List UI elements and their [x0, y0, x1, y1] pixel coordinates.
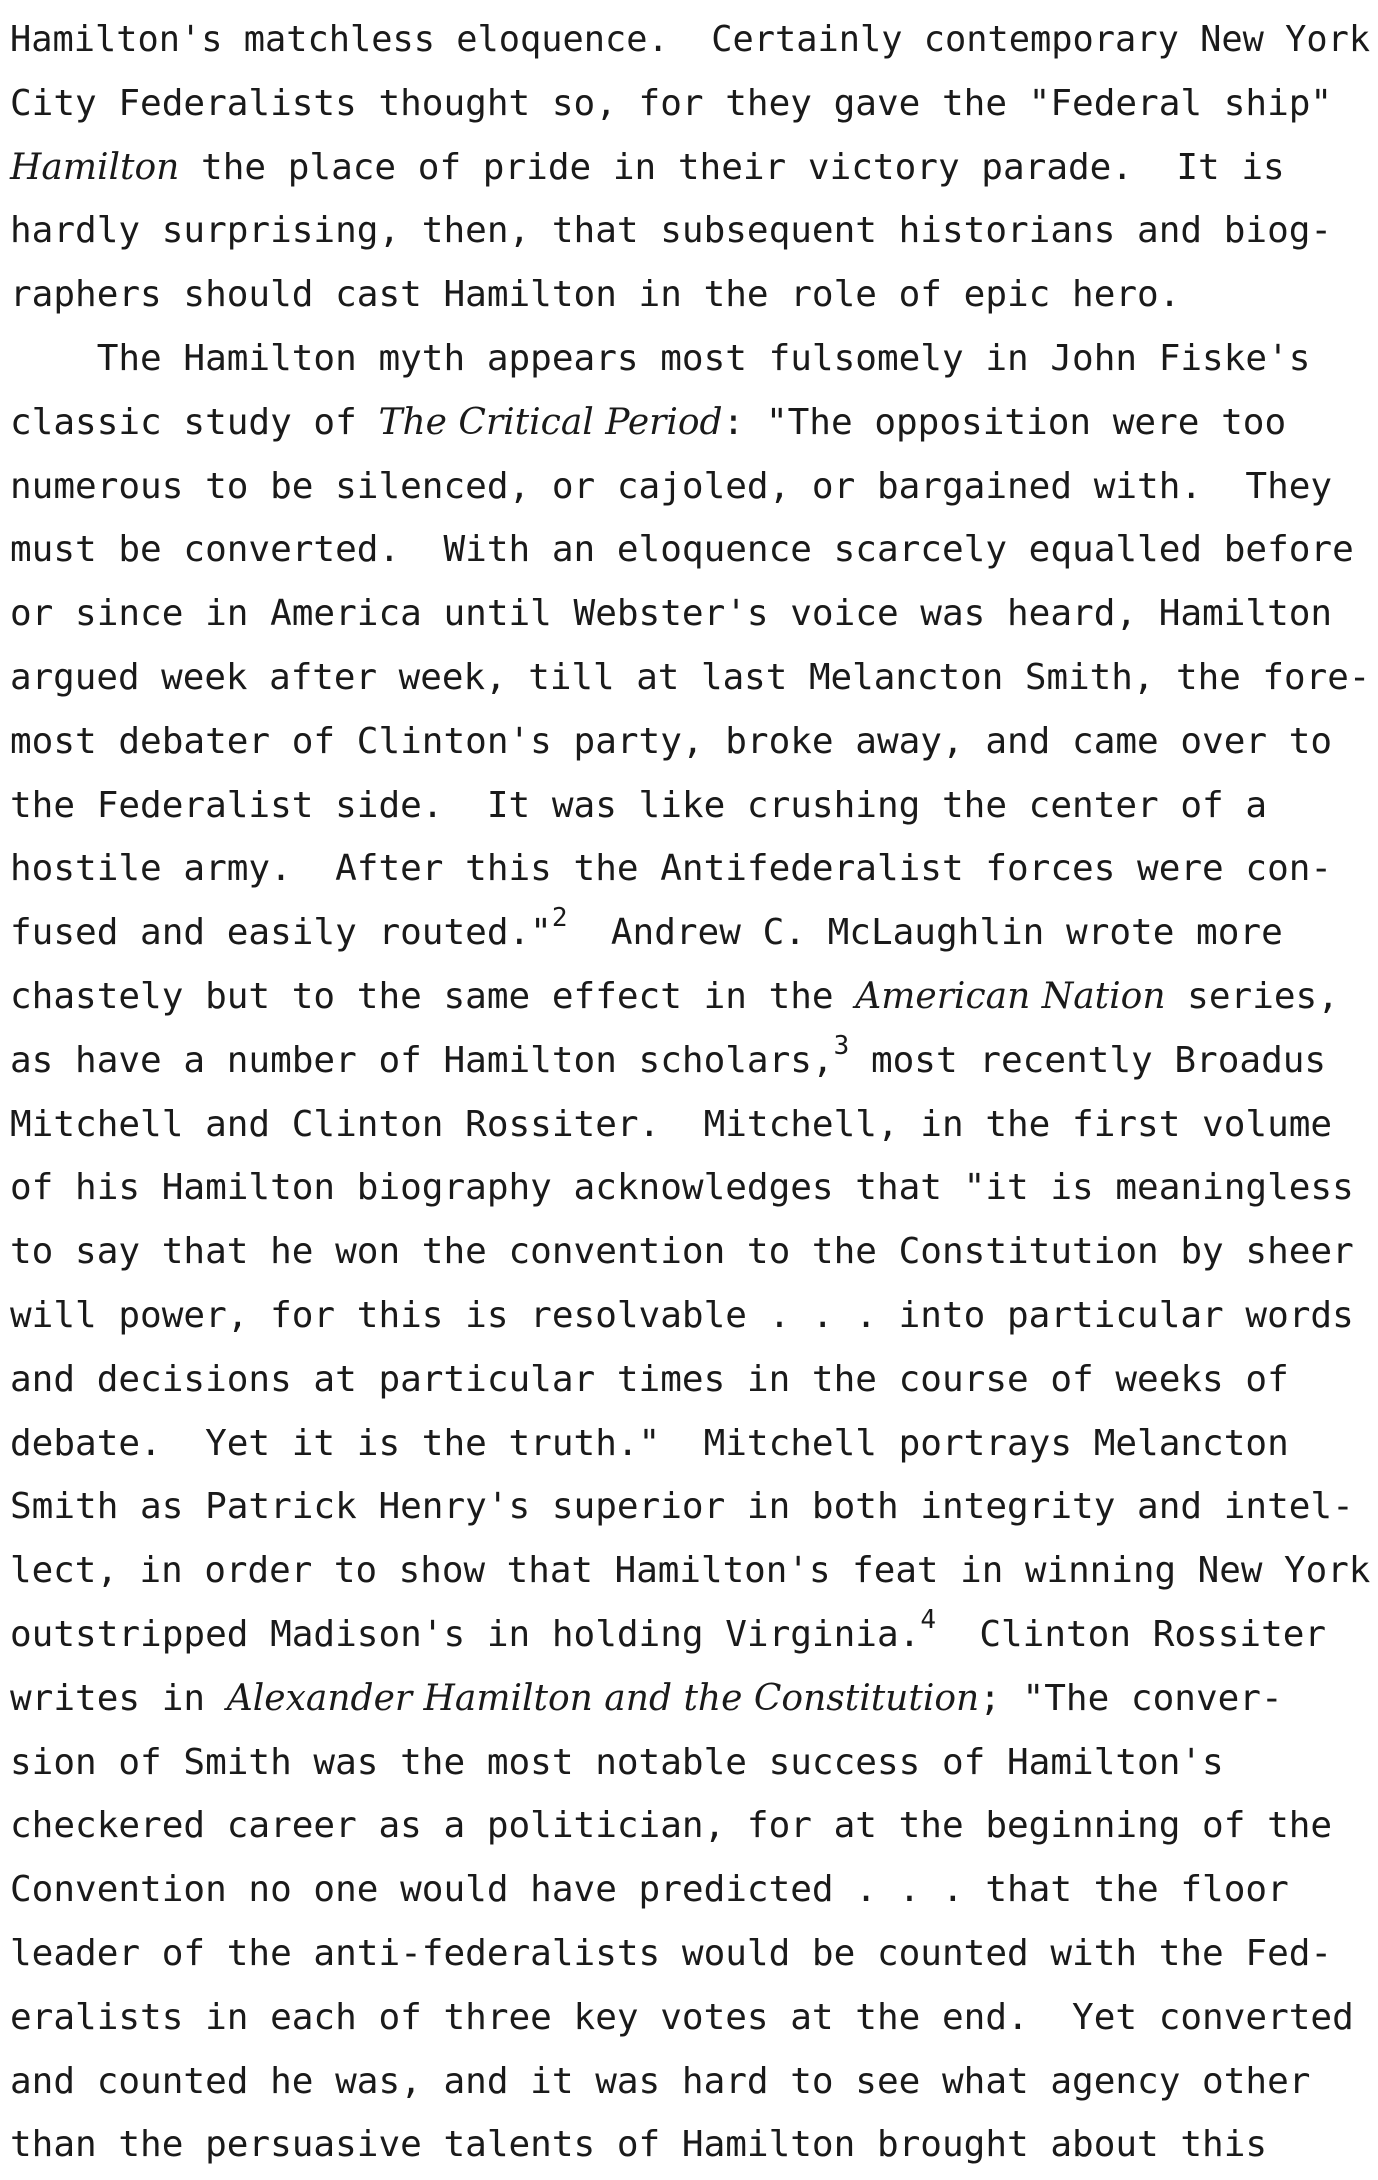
- text-line: [10, 72, 1370, 136]
- text-line: [10, 582, 1370, 646]
- document-page: [10, 8, 1370, 2177]
- text-segment: series,: [1165, 975, 1339, 1017]
- text-segment: must be converted. With an eloquence scarcely equalled before: [10, 529, 1354, 571]
- text-line: [10, 1156, 1370, 1220]
- italic-title: Hamilton: [10, 146, 180, 188]
- text-line: [10, 1348, 1370, 1412]
- text-line: [10, 518, 1370, 582]
- text-segment: most debater of Clinton's party, broke away, and came over to: [10, 720, 1333, 762]
- text-segment: as have a number of Hamilton scholars,: [10, 1039, 834, 1081]
- text-segment: to say that he won the convention to the Constitution by sheer: [10, 1231, 1354, 1273]
- text-line: [10, 1093, 1370, 1157]
- text-line: [10, 1922, 1370, 1986]
- text-segment: and counted he was, and it was hard to see what agency other: [10, 2060, 1311, 2102]
- text-segment: Hamilton's matchless eloquence. Certainly contemporary New York: [10, 19, 1371, 60]
- text-segment: chastely but to the same effect in the: [10, 975, 856, 1017]
- text-line: [10, 1539, 1371, 1603]
- text-line: [10, 1412, 1370, 1476]
- text-segment: classic study of: [10, 401, 379, 443]
- text-segment: raphers should cast Hamilton in the role of epic hero.: [10, 274, 1181, 316]
- body-text: [10, 8, 1370, 2177]
- text-segment: Convention no one would have predicted . . . that the floor: [10, 1869, 1289, 1911]
- text-line: [10, 391, 1370, 455]
- text-line: [10, 263, 1370, 327]
- text-segment: checkered career as a politician, for at the beginning of the: [10, 1805, 1333, 1847]
- text-segment: the Federalist side. It was like crushing the center of a: [10, 784, 1268, 826]
- text-segment: hostile army. After this the Antifederalist forces were con-: [10, 848, 1333, 890]
- footnote-marker: 3: [833, 1030, 850, 1061]
- text-line: [10, 646, 1371, 710]
- text-line: [10, 136, 1370, 200]
- text-line: [10, 8, 1371, 72]
- text-segment: lect, in order to show that Hamilton's feat in winning New York: [10, 1550, 1371, 1592]
- text-line: [10, 837, 1370, 901]
- text-line: [10, 901, 1370, 965]
- text-line: [10, 1794, 1370, 1858]
- text-segment: than the persuasive talents of Hamilton brought about this: [10, 2124, 1268, 2166]
- text-segment: hardly surprising, then, that subsequent historians and biog-: [10, 210, 1333, 252]
- text-line: [10, 965, 1370, 1029]
- text-segment: The Hamilton myth appears most fulsomely in John Fiske's: [10, 337, 1311, 379]
- text-segment: argued week after week, till at last Melancton Smith, the fore-: [10, 656, 1371, 698]
- text-segment: outstripped Madison's in holding Virginia.: [10, 1613, 921, 1655]
- text-segment: the place of pride in their victory parade. It is: [179, 146, 1285, 188]
- text-line: [10, 1667, 1370, 1731]
- text-segment: Smith as Patrick Henry's superior in both integrity and intel-: [10, 1486, 1354, 1528]
- text-line: [10, 455, 1370, 519]
- text-segment: leader of the anti-federalists would be counted with the Fed-: [10, 1932, 1333, 1974]
- text-line: [10, 1284, 1370, 1348]
- text-line: [10, 1603, 1370, 1667]
- text-line: [10, 774, 1370, 838]
- text-segment: will power, for this is resolvable . . . into particular words: [10, 1294, 1354, 1336]
- text-segment: eralists in each of three key votes at the end. Yet converted: [10, 1996, 1354, 2038]
- text-segment: fused and easily routed.": [10, 912, 552, 954]
- text-segment: and decisions at particular times in the course of weeks of: [10, 1358, 1289, 1400]
- text-segment: numerous to be silenced, or cajoled, or bargained with. They: [10, 465, 1333, 507]
- text-line: [10, 199, 1370, 263]
- italic-title: American Nation: [855, 975, 1166, 1017]
- text-line: [10, 710, 1370, 774]
- text-segment: or since in America until Webster's voice was heard, Hamilton: [10, 593, 1333, 635]
- text-line: [10, 1731, 1370, 1795]
- text-segment: debate. Yet it is the truth." Mitchell portrays Melancton: [10, 1422, 1289, 1464]
- italic-title: The Critical Period: [378, 401, 723, 443]
- italic-title: Alexander Hamilton and the Constitution: [226, 1677, 980, 1719]
- text-segment: of his Hamilton biography acknowledges that "it is meaningless: [10, 1167, 1354, 1209]
- text-segment: Clinton Rossiter: [935, 1613, 1327, 1655]
- text-line: [10, 327, 1370, 391]
- text-line: [10, 2050, 1370, 2114]
- text-segment: ; "The conver-: [979, 1677, 1283, 1719]
- text-line: [10, 1475, 1370, 1539]
- text-segment: Andrew C. McLaughlin wrote more: [567, 912, 1283, 954]
- text-segment: most recently Broadus: [849, 1039, 1327, 1081]
- text-segment: Mitchell and Clinton Rossiter. Mitchell, in the first volume: [10, 1103, 1333, 1145]
- text-line: [10, 1220, 1370, 1284]
- text-segment: sion of Smith was the most notable success of Hamilton's: [10, 1741, 1224, 1783]
- text-line: [10, 1986, 1370, 2050]
- text-segment: : "The opposition were too: [722, 401, 1287, 443]
- footnote-marker: 2: [551, 903, 568, 934]
- text-segment: City Federalists thought so, for they gave the "Federal ship": [10, 82, 1333, 124]
- text-segment: writes in: [10, 1677, 227, 1719]
- text-line: [10, 2113, 1370, 2177]
- text-line: [10, 1858, 1370, 1922]
- footnote-marker: 4: [920, 1604, 936, 1635]
- text-line: [10, 1029, 1370, 1093]
